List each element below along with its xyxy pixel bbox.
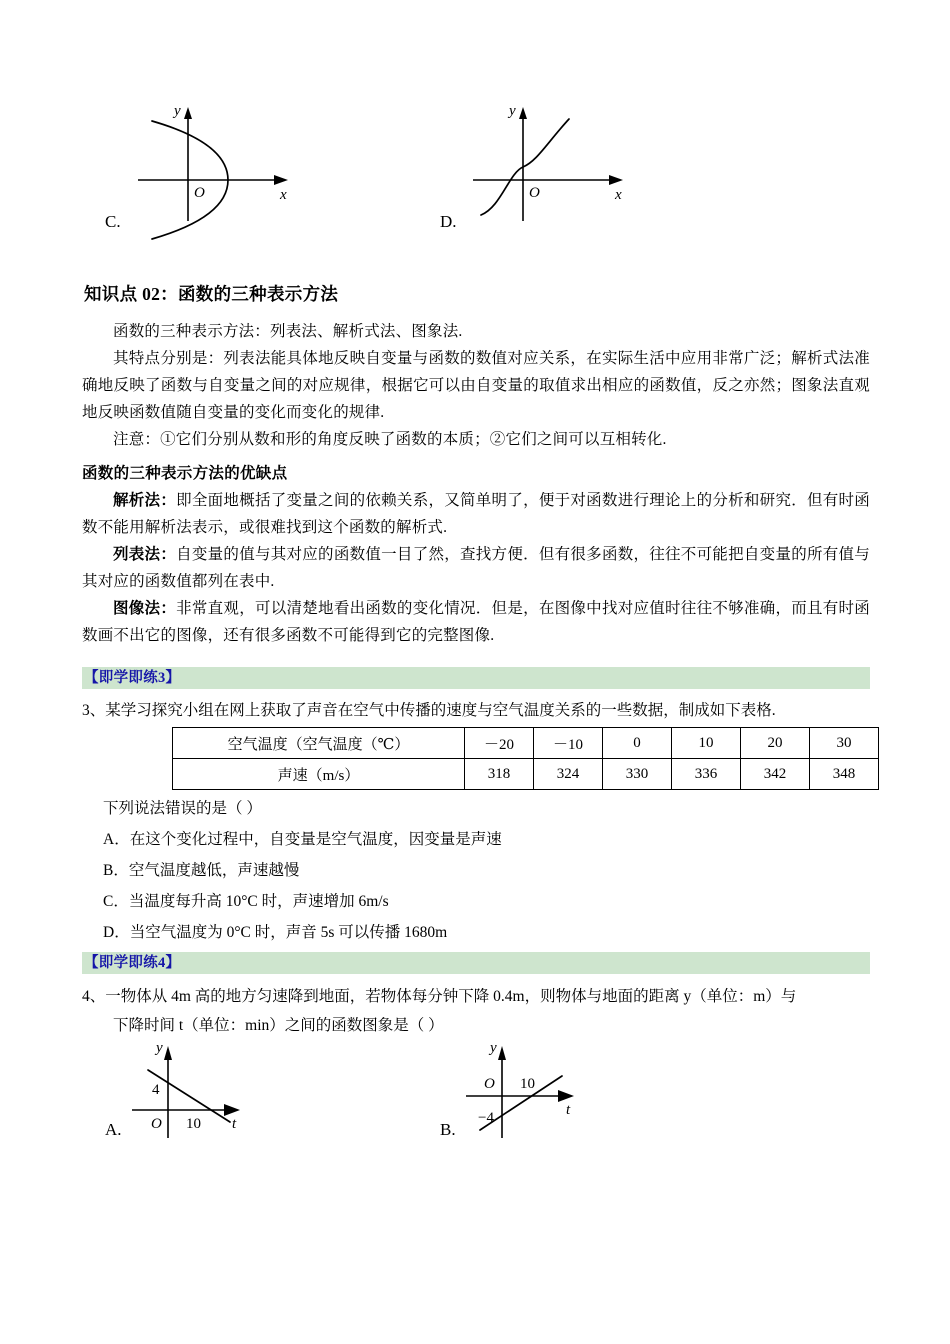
table-rowheader-speed: 声速（m/s） [173, 759, 465, 790]
knowledge-point-heading: 知识点 02：函数的三种表示方法 [84, 284, 339, 304]
question-3-text: 3、某学习探究小组在网上获取了声音在空气中传播的速度与空气温度关系的一些数据，制成如下表格. [82, 702, 776, 719]
method-analytic [82, 487, 870, 541]
option-b-x-axis-label: t [566, 1102, 571, 1118]
option-c-y-axis-label: y [174, 103, 181, 119]
pros-cons-subheading: 函数的三种表示方法的优缺点 [82, 465, 288, 482]
option-b-origin-label: O [484, 1076, 495, 1092]
question-4-option-b-graph [462, 1038, 672, 1148]
option-a-y-intercept-label: 4 [152, 1082, 160, 1098]
question-3-option-b: B．空气温度越低，声速越慢 [103, 862, 300, 879]
option-d-graph [465, 103, 675, 228]
method-table-name: 列表法 [113, 546, 161, 563]
table-cell-temp-1: －10 [534, 728, 603, 759]
option-a-x-intercept-label: 10 [186, 1116, 201, 1132]
table-cell-temp-0: －20 [465, 728, 534, 759]
option-d-x-axis-label: x [615, 187, 622, 203]
method-analytic-desc: 即全面地概括了变量之间的依赖关系，又简单明了，便于对函数进行理论上的分析和研究．但有时函数不能用解析法表示，或很难找到这个函数的解析式. [82, 492, 871, 536]
method-table [82, 541, 870, 595]
question-3-prompt: 下列说法错误的是（ ） [103, 800, 262, 817]
question-4-option-b-label: B. [440, 1120, 456, 1139]
question-3-option-a: A．在这个变化过程中，自变量是空气温度，因变量是声速 [103, 831, 502, 848]
option-a-x-axis-label: t [232, 1116, 237, 1132]
method-analytic-sep: ： [160, 492, 177, 509]
table-cell-speed-3: 336 [672, 759, 741, 790]
table-rowheader-temperature: 空气温度（空气温度（℃） [173, 728, 465, 759]
question-4-line-1: 4、一物体从 4m 高的地方匀速降到地面，若物体每分钟下降 0.4m，则物体与地面的距离 y（单位：m）与 [82, 988, 797, 1005]
option-c-x-axis-label: x [280, 187, 287, 203]
table-cell-speed-2: 330 [603, 759, 672, 790]
table-cell-speed-5: 348 [810, 759, 879, 790]
method-graph [82, 595, 870, 649]
paragraph-definition: 函数的三种表示方法：列表法、解析式法、图象法. [113, 323, 463, 340]
question-3-option-c: C．当温度每升高 10°C 时，声速增加 6m/s [103, 893, 389, 910]
question-3-option-d: D．当空气温度为 0°C 时，声音 5s 可以传播 1680m [103, 924, 448, 941]
table-row-speed [173, 759, 879, 790]
table-row-temperature [173, 728, 879, 759]
method-graph-desc: 非常直观，可以清楚地看出函数的变化情况．但是，在图像中找对应值时往往不够准确，而且有时函数画不出它的图像，还有很多函数不可能得到它的完整图像. [82, 600, 871, 644]
method-table-desc: 自变量的值与其对应的函数值一目了然，查找方便．但有很多函数，往往不可能把自变量的所有值与其对应的函数值都列在表中. [82, 546, 871, 590]
option-d-label: D. [440, 212, 457, 231]
option-b-y-intercept-label: −4 [478, 1110, 494, 1126]
practice-4-banner: 【即学即练4】 [82, 952, 870, 974]
table-cell-speed-0: 318 [465, 759, 534, 790]
option-b-x-intercept-label: 10 [520, 1076, 535, 1092]
top-option-graphs [0, 95, 950, 245]
option-c-label: C. [105, 212, 121, 231]
method-table-sep: ： [160, 546, 177, 563]
option-d-y-axis-label: y [509, 103, 516, 119]
option-d-origin-label: O [529, 185, 540, 201]
option-c-origin-label: O [194, 185, 205, 201]
table-cell-temp-4: 20 [741, 728, 810, 759]
option-b-y-axis-label: y [490, 1040, 497, 1056]
option-a-origin-label: O [151, 1116, 162, 1132]
method-graph-sep: ： [160, 600, 177, 617]
paragraph-note: 注意：①它们分别从数和形的角度反映了函数的本质；②它们之间可以互相转化. [113, 431, 667, 448]
sound-speed-table [172, 727, 879, 790]
methods-list [82, 487, 870, 649]
method-analytic-name: 解析法 [113, 492, 161, 509]
paragraph-characteristics: 其特点分别是：列表法能具体地反映自变量与函数的数值对应关系，在实际生活中应用非常广泛；解析式法准确地反映了函数与自变量之间的对应规律，根据它可以由自变量的取值求出相应的函数值，反之亦然；图象法直观地反映函数值随自变量的变化而变化的规律. [82, 350, 870, 421]
table-cell-temp-5: 30 [810, 728, 879, 759]
question-4-option-a-graph [128, 1038, 338, 1148]
practice-3-banner: 【即学即练3】 [82, 667, 870, 689]
table-cell-speed-1: 324 [534, 759, 603, 790]
knowledge-point-body [82, 318, 870, 453]
table-cell-speed-4: 342 [741, 759, 810, 790]
option-c-graph [130, 103, 340, 228]
option-a-y-axis-label: y [156, 1040, 163, 1056]
table-cell-temp-3: 10 [672, 728, 741, 759]
question-4-option-a-label: A. [105, 1120, 122, 1139]
method-graph-name: 图像法 [113, 600, 161, 617]
question-4-line-2: 下降时间 t（单位：min）之间的函数图象是（ ） [113, 1017, 444, 1034]
table-cell-temp-2: 0 [603, 728, 672, 759]
